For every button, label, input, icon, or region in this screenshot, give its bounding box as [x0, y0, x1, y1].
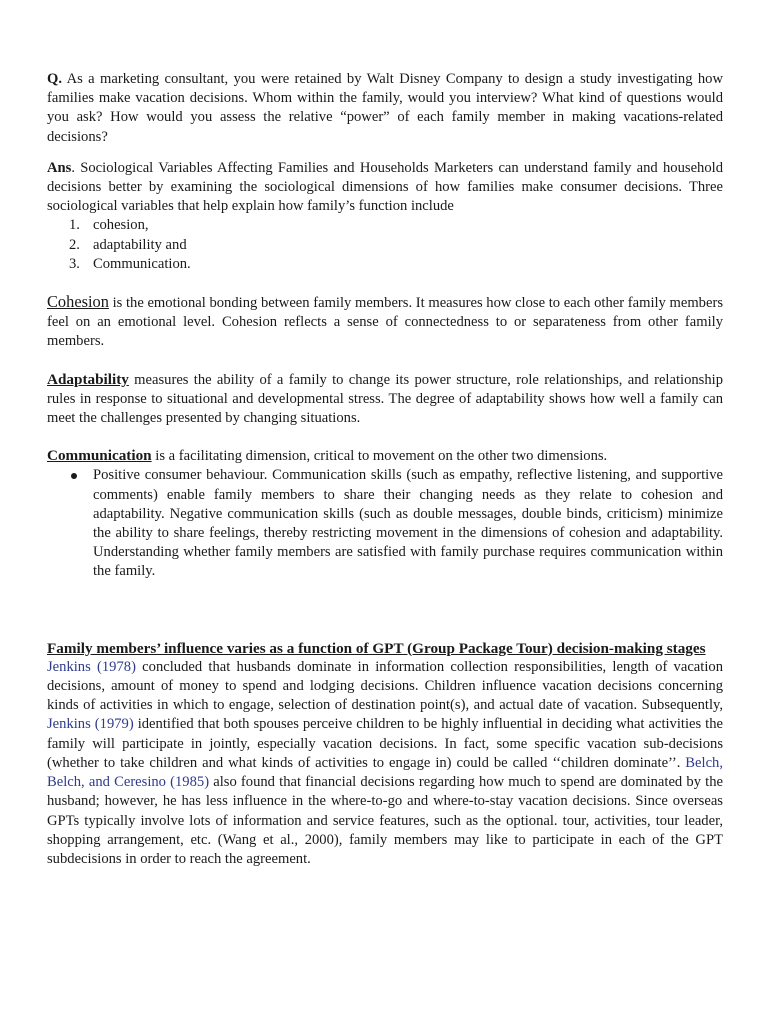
cohesion-text: is the emotional bonding between family members. It measures how close to each other family members feel on an emotional level. Cohesion reflects a sense of connectedness to or separateness from other family members. [47, 295, 723, 350]
citation-belch-1985[interactable]: Belch, Belch, and Ceresino (1985) [47, 754, 723, 791]
communication-paragraph [47, 446, 723, 466]
list-item-text: cohesion, [93, 217, 149, 234]
answer-label: Ans [47, 159, 72, 176]
communication-text: is a facilitating dimension, critical to movement on the other two dimensions. [151, 448, 608, 465]
variables-list [47, 216, 723, 274]
adaptability-term: Adaptability [47, 370, 129, 388]
citation-jenkins-1979[interactable]: Jenkins (1979) [47, 716, 134, 733]
list-item-number: 1. [69, 217, 80, 234]
list-item-number: 2. [69, 236, 80, 253]
list-item [69, 255, 723, 274]
list-item-number: 3. [69, 255, 80, 272]
bullet-icon [71, 473, 77, 479]
list-item [69, 216, 723, 235]
list-item-text: Communication. [93, 255, 191, 272]
list-item [69, 236, 723, 255]
answer-paragraph [47, 159, 723, 217]
gpt-paragraph [47, 658, 723, 869]
communication-term: Communication [47, 447, 152, 465]
list-item [93, 466, 723, 581]
document-page [47, 70, 723, 869]
question-text: As a marketing consultant, you were retained by Walt Disney Company to design a study investigating how families make vacation decisions. Whom within the family, would you interview? What kind of questions would you ask? How would you assess the relative “power” of each family member in making vacations-related decisions? [47, 71, 723, 145]
adaptability-paragraph [47, 370, 723, 429]
gpt-text-3: also found that financial decisions regarding how much to spend are dominated by the husband; however, he has less influence in the where-to-go and where-to-stay vacation decisions. Since overseas GPTs typically involve lots of information and service features, such as the optional. tour, activities, tour leader, shopping arrangement, etc. (Wang et al., 2000), family members may like to participate in each of the GPT subdecisions in order to reach the agreement. [47, 774, 723, 867]
answer-text: . Sociological Variables Affecting Families and Households Marketers can understand family and household decisions better by examining the sociological dimensions of how families make consumer decisions. Three sociological variables that help explain how family’s function include [47, 159, 723, 215]
citation-jenkins-1978[interactable]: Jenkins (1978) [47, 658, 136, 675]
communication-bullets [47, 466, 723, 581]
gpt-heading: Family members’ influence varies as a function of GPT (Group Package Tour) decision-making stages [47, 639, 706, 657]
cohesion-term: Cohesion [47, 292, 109, 312]
question-label: Q. [47, 71, 62, 87]
question-paragraph [47, 70, 723, 147]
cohesion-paragraph [47, 292, 723, 352]
bullet-text: Positive consumer behaviour. Communication skills (such as empathy, reflective listening, and supportive comments) enable family members to share their changing needs as they relate to cohesion and adaptability. Negative communication skills (such as double messages, double binds, criticism) minimize the ability to share feelings, thereby restricting movement in the dimensions of cohesion and adaptability. Understanding whether family members are satisfied with family purchase requires communication within the family. [93, 467, 723, 580]
adaptability-text: measures the ability of a family to change its power structure, role relationships, and relationship rules in response to situational and developmental stress. The degree of adaptability shows how well a family can meet the challenges presented by changing situations. [47, 371, 723, 427]
gpt-text-1: concluded that husbands dominate in information collection responsibilities, length of vacation decisions, amount of money to spend and lodging decisions. Children influence vacation decisions concerning kinds of activities in which to engage, selection of destination point(s), and actual date of vacation. Subsequently, [47, 658, 723, 714]
list-item-text: adaptability and [93, 236, 187, 253]
gpt-text-2: identified that both spouses perceive children to be highly influential in deciding what activities the family will participate in jointly, especially vacation decisions. In fact, some specific vacation sub-decisions (whether to take children and what kinds of activities to engage in) could be called ‘‘children dominate’’. [47, 716, 724, 771]
